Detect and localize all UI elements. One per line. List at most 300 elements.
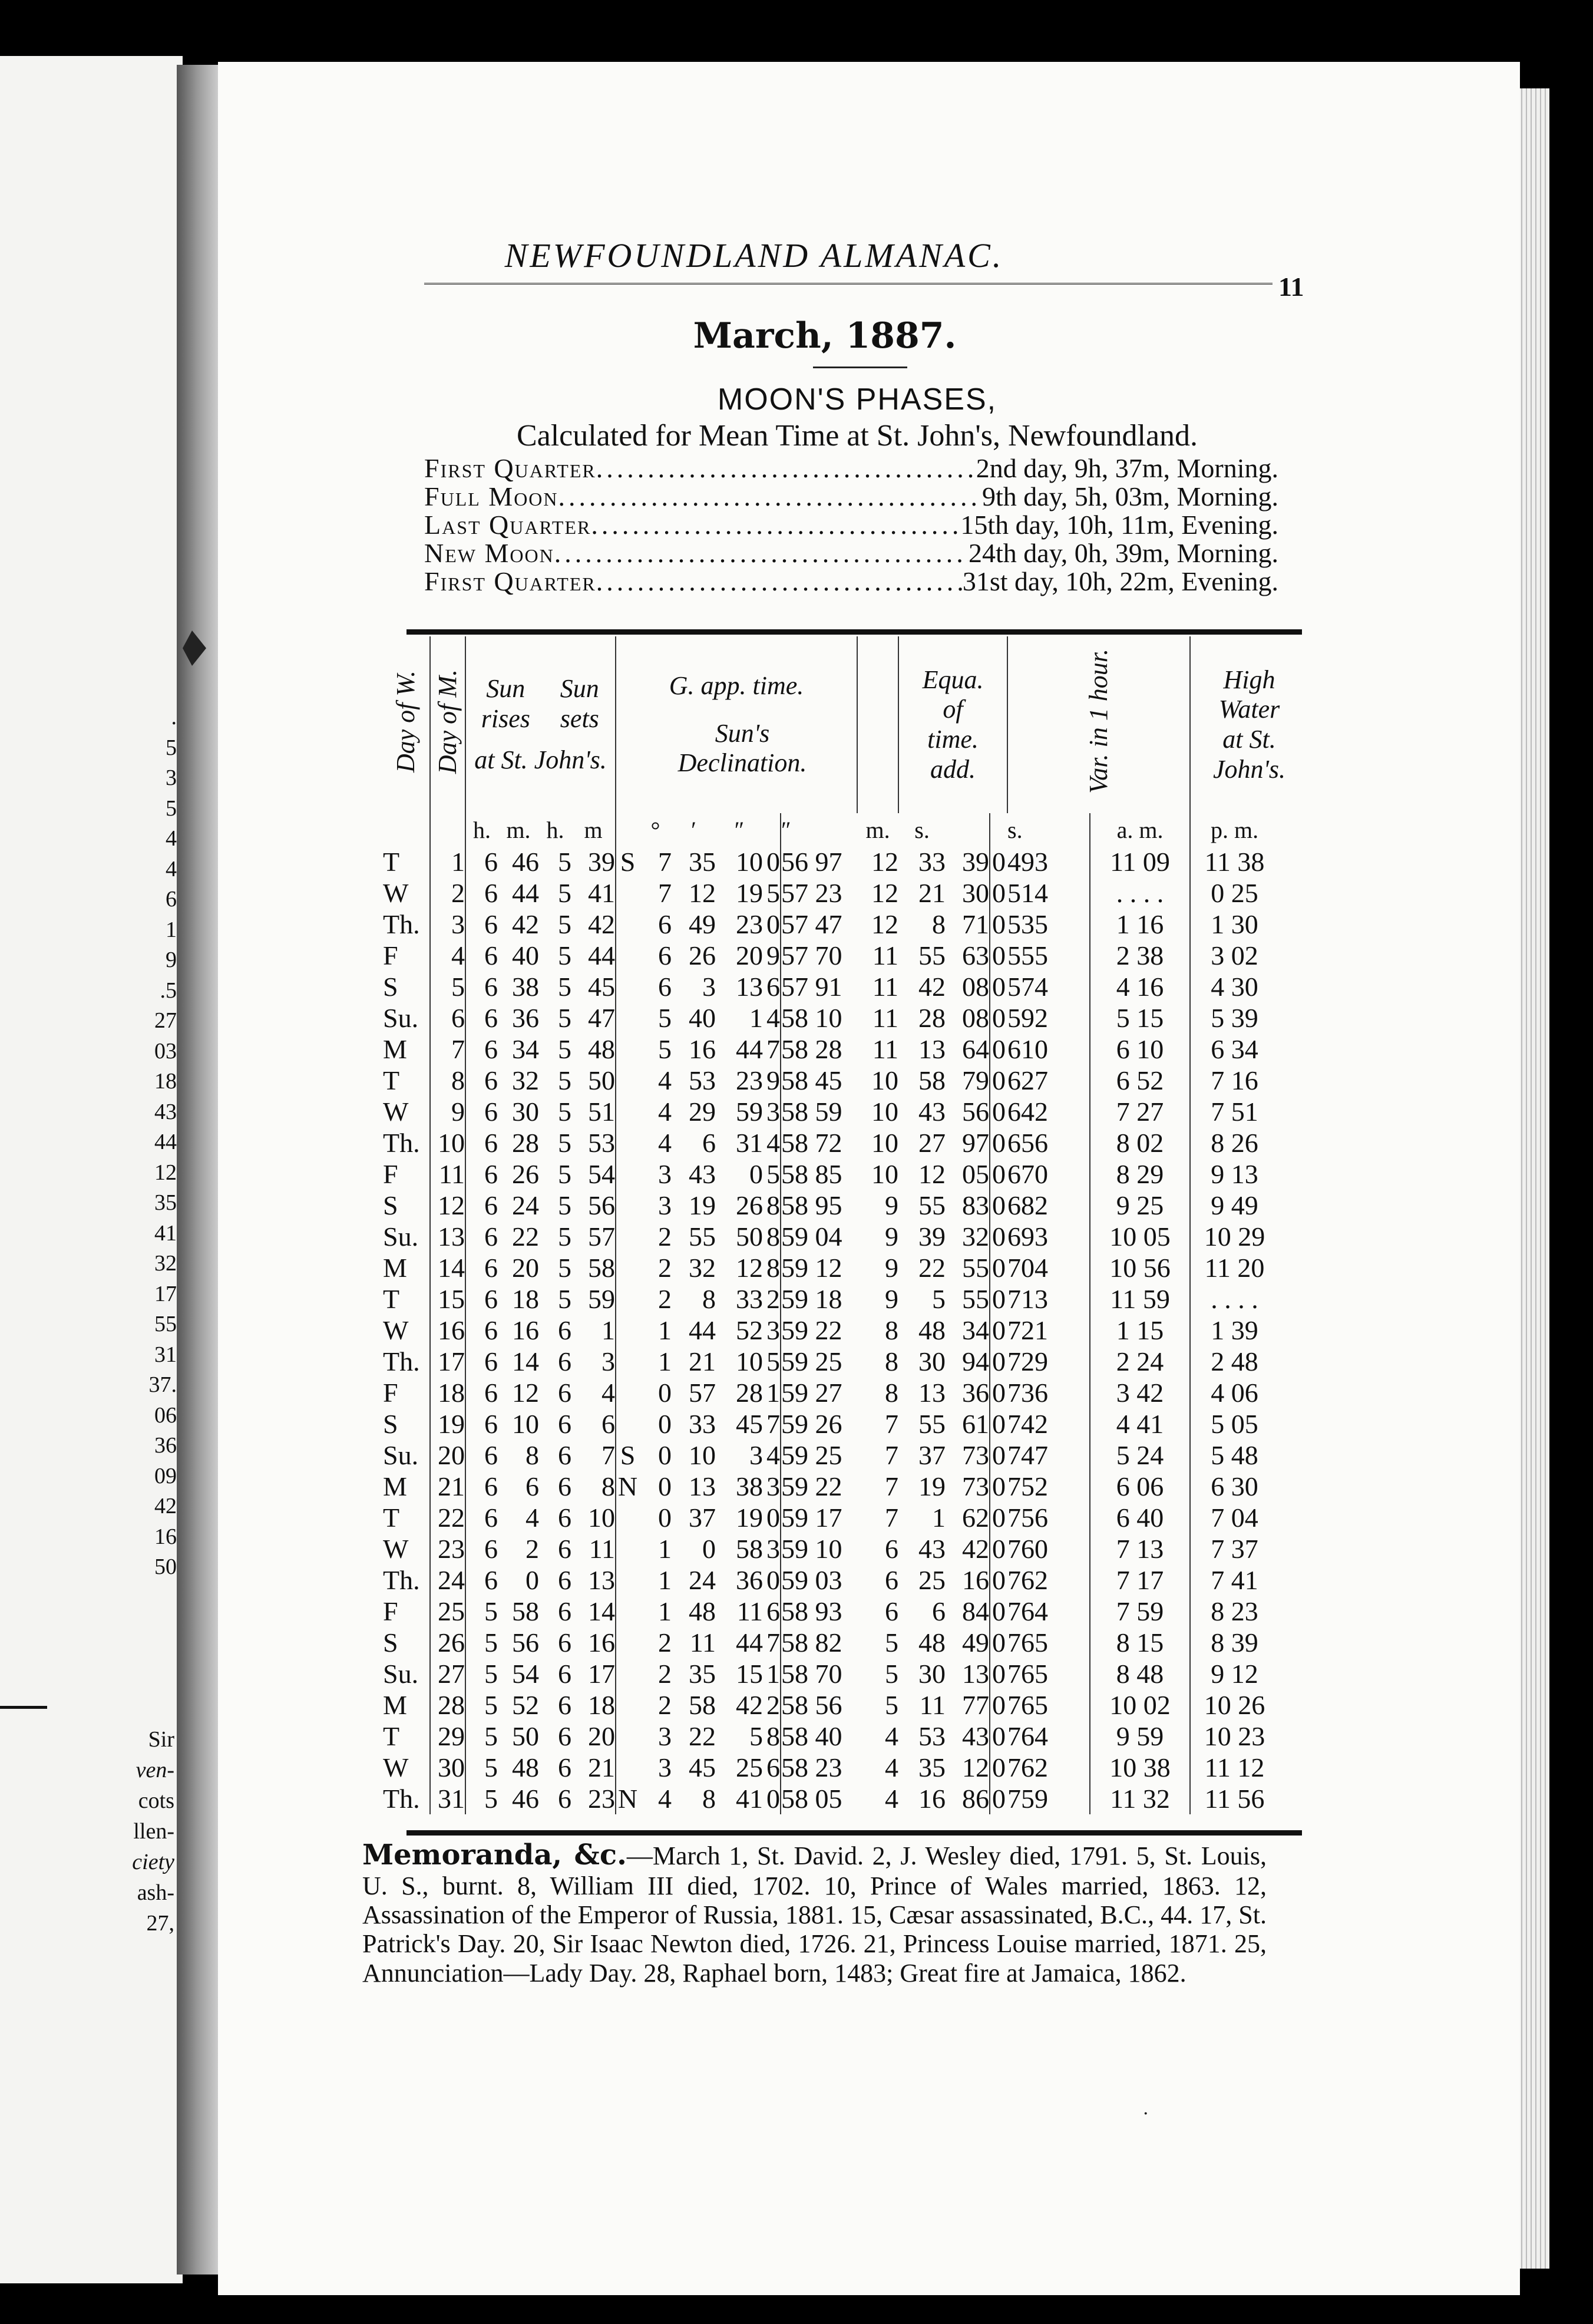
cell-rh: 5 (465, 1783, 498, 1814)
cell-ef: 08 (962, 1003, 990, 1033)
header-rule (424, 283, 1273, 285)
cell-em: 8 (885, 1315, 899, 1345)
phase-name: First Quarter (424, 566, 596, 596)
left-page-number: 18 (154, 1069, 177, 1094)
left-page-number: 12 (154, 1160, 177, 1185)
cell-v0: 0 (990, 1533, 1007, 1564)
cell-hp: 6 34 (1190, 1034, 1278, 1065)
cell-rm: 6 (526, 1471, 539, 1501)
cell-dd: 5 (658, 1003, 672, 1033)
cell-em: 9 (885, 1222, 899, 1252)
cell-dw: Th. (383, 1346, 420, 1376)
cell-sh: 6 (558, 1378, 571, 1408)
cell-v2: 765 (1007, 1690, 1049, 1720)
cell-hp: 7 51 (1190, 1096, 1278, 1127)
cell-ha: 8 02 (1090, 1127, 1190, 1158)
cell-ns (616, 1752, 639, 1783)
cell-sm: 54 (588, 1159, 615, 1189)
cell-rm: 2 (526, 1534, 539, 1564)
cell-hp: 10 29 (1190, 1221, 1278, 1252)
cell-sh: 5 (558, 1159, 571, 1189)
cell-em: 11 (872, 1034, 899, 1064)
cell-rh: 6 (465, 1283, 498, 1315)
cell-ns (616, 1252, 639, 1283)
cell-ns (616, 1034, 639, 1065)
cell-df: 4 (766, 1003, 780, 1033)
cell-hp: 4 30 (1190, 971, 1278, 1002)
cell-es: 12 (918, 1159, 946, 1189)
cell-hp: 11 20 (1190, 1252, 1278, 1283)
cell-dd: 7 (658, 847, 672, 877)
cell-sm: 53 (588, 1128, 615, 1158)
cell-hp: 1 30 (1190, 909, 1278, 940)
cell-hp: 1 39 (1190, 1315, 1278, 1346)
cell-sh: 6 (558, 1628, 571, 1658)
cell-rh: 6 (465, 1564, 498, 1596)
cell-sm: 42 (588, 909, 615, 939)
cell-df: 7 (766, 1628, 780, 1658)
almanac-table (383, 636, 1308, 1814)
table-row (383, 1721, 1308, 1752)
cell-ha: 1 15 (1090, 1315, 1190, 1346)
cell-ds: 19 (736, 878, 763, 908)
cell-sm: 21 (588, 1752, 615, 1782)
cell-var: 57 70 (781, 940, 857, 971)
cell-ha: 11 09 (1090, 846, 1190, 877)
cell-dmn: 49 (689, 909, 716, 939)
cell-dmn: 35 (689, 847, 716, 877)
left-page-number: 42 (154, 1494, 177, 1518)
cell-rh: 6 (465, 1315, 498, 1346)
cell-ef: 16 (962, 1565, 990, 1595)
cell-sh: 5 (558, 1034, 571, 1064)
cell-es: 43 (918, 1097, 946, 1127)
cell-rh: 6 (465, 1158, 498, 1190)
cell-dm: 27 (430, 1658, 465, 1689)
cell-sh: 6 (558, 1752, 571, 1782)
cell-df: 3 (766, 1315, 780, 1345)
cell-hp: 11 38 (1190, 846, 1278, 877)
cell-dm: 10 (430, 1127, 465, 1158)
cell-ha: 10 38 (1090, 1752, 1190, 1783)
cell-sh: 6 (558, 1346, 571, 1376)
cell-v2: 765 (1007, 1628, 1049, 1658)
cell-v2: 747 (1007, 1440, 1049, 1470)
memoranda (362, 1840, 1267, 1988)
cell-dm: 31 (430, 1783, 465, 1814)
cell-sh: 6 (558, 1721, 571, 1751)
cell-em: 7 (885, 1471, 899, 1501)
cell-hp: 0 25 (1190, 877, 1278, 909)
cell-var: 58 28 (781, 1034, 857, 1065)
cell-v0: 0 (990, 1721, 1007, 1752)
cell-dw: Su. (383, 1440, 419, 1470)
cell-dw: W (383, 878, 409, 908)
cell-dw: M (383, 1690, 407, 1720)
cell-v0: 0 (990, 1034, 1007, 1065)
cell-ef: 63 (962, 940, 990, 970)
cell-hp: 10 23 (1190, 1721, 1278, 1752)
cell-v0: 0 (990, 1783, 1007, 1814)
cell-v0: 0 (990, 1627, 1007, 1658)
high-water-header: High Water at St. John's. (1190, 636, 1308, 813)
cell-v2: 729 (1007, 1346, 1049, 1376)
cell-ha: . . . . (1090, 877, 1190, 909)
cell-df: 3 (766, 1471, 780, 1501)
cell-hp: 2 48 (1190, 1346, 1278, 1377)
declination-header (616, 636, 857, 813)
stray-mark: · (1143, 2104, 1149, 2124)
cell-df: 5 (766, 878, 780, 908)
cell-dmn: 48 (689, 1596, 716, 1626)
table-row (383, 846, 1308, 877)
cell-df: 2 (766, 1690, 780, 1720)
left-page-fragment-text: ciety (132, 1850, 174, 1874)
cell-ef: 62 (962, 1503, 990, 1533)
cell-rh: 6 (465, 1408, 498, 1440)
cell-v0: 0 (990, 1002, 1007, 1034)
cell-ns: S (616, 1440, 639, 1471)
cell-hp: 11 56 (1190, 1783, 1278, 1814)
cell-sm: 59 (588, 1284, 615, 1314)
cell-v2: 670 (1007, 1159, 1049, 1189)
phase-name: New Moon (424, 538, 554, 568)
cell-es: 55 (918, 940, 946, 970)
cell-ha: 7 17 (1090, 1564, 1190, 1596)
cell-var: 58 10 (781, 1002, 857, 1034)
cell-dw: M (383, 1253, 407, 1283)
cell-ha: 2 38 (1090, 940, 1190, 971)
cell-v2: 514 (1007, 878, 1049, 908)
cell-dw: Su. (383, 1222, 419, 1252)
table-row (383, 1377, 1308, 1408)
cell-dd: 0 (658, 1440, 672, 1470)
left-page-number: 4 (166, 826, 177, 851)
table-top-rule (406, 629, 1302, 635)
cell-sh: 6 (558, 1659, 571, 1689)
cell-dw: Th. (383, 1128, 420, 1158)
cell-es: 1 (932, 1503, 946, 1533)
title-rule (813, 367, 907, 368)
cell-rm: 56 (512, 1628, 539, 1658)
cell-rh: 6 (465, 846, 498, 877)
cell-dd: 2 (658, 1659, 672, 1689)
cell-rm: 40 (512, 940, 539, 970)
cell-ha: 5 24 (1090, 1440, 1190, 1471)
cell-df: 5 (766, 1159, 780, 1189)
cell-v0: 0 (990, 1440, 1007, 1471)
cell-v0: 0 (990, 1564, 1007, 1596)
cell-sm: 3 (601, 1346, 615, 1376)
day-of-week-header: Day of W. (391, 670, 421, 773)
cell-v0: 0 (990, 1471, 1007, 1502)
cell-dw: T (383, 1284, 400, 1314)
cell-sh: 6 (558, 1596, 571, 1626)
cell-dm: 14 (430, 1252, 465, 1283)
cell-dmn: 43 (689, 1159, 716, 1189)
table-row (383, 1252, 1308, 1283)
cell-dd: 0 (658, 1378, 672, 1408)
cell-dw: M (383, 1471, 407, 1501)
cell-sh: 5 (558, 1284, 571, 1314)
cell-ef: 73 (962, 1471, 990, 1501)
cell-ns (616, 1002, 639, 1034)
cell-rm: 36 (512, 1003, 539, 1033)
cell-dmn: 8 (702, 1284, 716, 1314)
cell-es: 48 (918, 1315, 946, 1345)
cell-dw: F (383, 1596, 398, 1626)
phase-name: First Quarter (424, 453, 596, 483)
left-page-fragment-text: cots (138, 1788, 174, 1813)
cell-dmn: 55 (689, 1222, 716, 1252)
cell-rh: 5 (465, 1627, 498, 1658)
day-of-month-header: Day of M. (430, 636, 465, 813)
cell-em: 6 (885, 1534, 899, 1564)
cell-em: 6 (885, 1596, 899, 1626)
cell-v2: 704 (1007, 1253, 1049, 1283)
cell-ds: 5 (749, 1721, 763, 1751)
at-st-johns-label: at St. John's. (474, 745, 607, 775)
cell-ds: 41 (736, 1784, 763, 1814)
left-page-number: 43 (154, 1099, 177, 1124)
cell-v0: 0 (990, 1502, 1007, 1533)
cell-v2: 721 (1007, 1315, 1049, 1345)
unit-h: h. (465, 813, 498, 846)
cell-rh: 6 (465, 1221, 498, 1252)
cell-dd: 5 (658, 1034, 672, 1064)
cell-dw: T (383, 1721, 400, 1751)
unit-m: m (584, 816, 603, 843)
cell-ha: 11 32 (1090, 1783, 1190, 1814)
cell-dd: 3 (658, 1190, 672, 1220)
cell-dmn: 32 (689, 1253, 716, 1283)
cell-sm: 51 (588, 1097, 615, 1127)
cell-dw: W (383, 1752, 409, 1782)
cell-v0: 0 (990, 1658, 1007, 1689)
cell-dmn: 10 (689, 1440, 716, 1470)
cell-var: 57 23 (781, 877, 857, 909)
cell-dw: T (383, 847, 400, 877)
cell-rm: 4 (526, 1503, 539, 1533)
cell-var: 59 18 (781, 1283, 857, 1315)
cell-ef: 71 (962, 909, 990, 939)
cell-ns (616, 1408, 639, 1440)
cell-em: 12 (871, 847, 899, 877)
table-row (383, 1002, 1308, 1034)
cell-dd: 0 (658, 1471, 672, 1501)
table-row (383, 1440, 1308, 1471)
cell-var: 58 40 (781, 1721, 857, 1752)
left-page-fragment-text: Sir (148, 1727, 174, 1752)
cell-var: 58 85 (781, 1158, 857, 1190)
cell-dm: 11 (430, 1158, 465, 1190)
left-page-number: 35 (154, 1190, 177, 1215)
cell-rm: 54 (512, 1659, 539, 1689)
cell-ef: 32 (962, 1222, 990, 1252)
cell-ds: 38 (736, 1471, 763, 1501)
cell-v0: 0 (990, 1190, 1007, 1221)
memoranda-lead: Memoranda, &c. (362, 1838, 627, 1871)
left-page-number: 4 (166, 856, 177, 882)
cell-ef: 13 (962, 1659, 990, 1689)
cell-hp: 7 04 (1190, 1502, 1278, 1533)
left-page-number: 09 (154, 1463, 177, 1488)
cell-var: 58 82 (781, 1627, 857, 1658)
unit-am: a. m. (1090, 813, 1190, 846)
cell-ns (616, 940, 639, 971)
left-page-number: 41 (154, 1220, 177, 1246)
cell-rh: 6 (465, 1002, 498, 1034)
unit-eq-s: s. (914, 816, 930, 843)
cell-sh: 5 (558, 1128, 571, 1158)
cell-dmn: 8 (702, 1784, 716, 1814)
phase-row (424, 566, 1278, 597)
cell-es: 21 (918, 878, 946, 908)
cell-es: 42 (918, 972, 946, 1002)
cell-dm: 7 (430, 1034, 465, 1065)
cell-dw: S (383, 1409, 398, 1439)
cell-ef: 34 (962, 1315, 990, 1345)
cell-hp: 11 12 (1190, 1752, 1278, 1783)
table-row (383, 909, 1308, 940)
cell-ha: 9 25 (1090, 1190, 1190, 1221)
cell-es: 33 (918, 847, 946, 877)
cell-ef: 36 (962, 1378, 990, 1408)
cell-sh: 5 (558, 847, 571, 877)
cell-ds: 10 (736, 847, 763, 877)
cell-em: 9 (885, 1190, 899, 1220)
cell-rh: 6 (465, 909, 498, 940)
cell-ns (616, 1377, 639, 1408)
cell-dd: 4 (658, 1097, 672, 1127)
table-row (383, 1065, 1308, 1096)
cell-ns (616, 1689, 639, 1721)
cell-df: 3 (766, 1097, 780, 1127)
cell-ha: 11 59 (1090, 1283, 1190, 1315)
cell-var: 59 27 (781, 1377, 857, 1408)
cell-hp: 5 39 (1190, 1002, 1278, 1034)
cell-rh: 6 (465, 877, 498, 909)
cell-dmn: 22 (689, 1721, 716, 1751)
cell-sh: 6 (558, 1784, 571, 1814)
cell-rm: 42 (512, 909, 539, 939)
cell-var: 59 26 (781, 1408, 857, 1440)
cell-df: 6 (766, 972, 780, 1002)
cell-dmn: 13 (689, 1471, 716, 1501)
cell-v0: 0 (990, 877, 1007, 909)
moon-phases-title: MOON'S PHASES, (717, 382, 997, 417)
cell-es: 16 (918, 1784, 946, 1814)
cell-v2: 656 (1007, 1128, 1049, 1158)
cell-es: 48 (918, 1628, 946, 1658)
cell-var: 58 45 (781, 1065, 857, 1096)
cell-dmn: 21 (689, 1346, 716, 1376)
cell-dm: 8 (430, 1065, 465, 1096)
cell-dd: 0 (658, 1503, 672, 1533)
cell-sm: 45 (588, 972, 615, 1002)
cell-es: 5 (932, 1284, 946, 1314)
cell-rh: 6 (465, 1533, 498, 1564)
cell-ef: 77 (962, 1690, 990, 1720)
cell-ha: 6 10 (1090, 1034, 1190, 1065)
cell-dm: 26 (430, 1627, 465, 1658)
cell-dmn: 53 (689, 1065, 716, 1095)
cell-dd: 3 (658, 1721, 672, 1751)
table-row (383, 1533, 1308, 1564)
cell-v0: 0 (990, 1158, 1007, 1190)
cell-v2: 736 (1007, 1378, 1049, 1408)
left-page-number: 03 (154, 1038, 177, 1064)
g-app-time-label: G. app. time. (669, 671, 804, 701)
cell-ef: 83 (962, 1190, 990, 1220)
table-bottom-rule (406, 1830, 1302, 1836)
cell-dd: 4 (658, 1065, 672, 1095)
cell-df: 8 (766, 1190, 780, 1220)
cell-dd: 1 (658, 1534, 672, 1564)
cell-rh: 6 (465, 1502, 498, 1533)
cell-sm: 18 (588, 1690, 615, 1720)
cell-dmn: 16 (689, 1034, 716, 1064)
cell-ds: 28 (736, 1378, 763, 1408)
cell-dm: 24 (430, 1564, 465, 1596)
cell-dw: F (383, 1159, 398, 1189)
cell-df: 4 (766, 1128, 780, 1158)
table-row (383, 1283, 1308, 1315)
table-row (383, 1315, 1308, 1346)
cell-dd: 2 (658, 1690, 672, 1720)
cell-dmn: 0 (702, 1534, 716, 1564)
cell-v0: 0 (990, 909, 1007, 940)
cell-es: 13 (918, 1378, 946, 1408)
sun-rise-set-header (465, 636, 616, 813)
cell-v2: 682 (1007, 1190, 1049, 1220)
cell-hp: 8 26 (1190, 1127, 1278, 1158)
unit-h: h. (546, 816, 564, 843)
phase-value: 31st day, 10h, 22m, Evening. (962, 566, 1278, 596)
cell-df: 0 (766, 1565, 780, 1595)
cell-sm: 8 (601, 1471, 615, 1501)
cell-ha: 4 16 (1090, 971, 1190, 1002)
cell-hp: 8 39 (1190, 1627, 1278, 1658)
cell-df: 7 (766, 1409, 780, 1439)
table-row (383, 971, 1308, 1002)
cell-ha: 8 48 (1090, 1658, 1190, 1689)
cell-v2: 742 (1007, 1409, 1049, 1439)
cell-df: 1 (766, 1659, 780, 1689)
left-page-number: 1 (166, 917, 177, 942)
cell-ef: 30 (962, 878, 990, 908)
cell-v2: 592 (1007, 1003, 1049, 1033)
table-row (383, 1034, 1308, 1065)
cell-rh: 6 (465, 1471, 498, 1502)
cell-var: 58 93 (781, 1596, 857, 1627)
cell-ns (616, 1564, 639, 1596)
cell-df: 5 (766, 1346, 780, 1376)
cell-v0: 0 (990, 1283, 1007, 1315)
cell-rm: 28 (512, 1128, 539, 1158)
cell-es: 25 (918, 1565, 946, 1595)
cell-em: 6 (885, 1565, 899, 1595)
cell-ha: 3 42 (1090, 1377, 1190, 1408)
cell-em: 8 (885, 1346, 899, 1376)
cell-sm: 20 (588, 1721, 615, 1751)
cell-rm: 12 (512, 1378, 539, 1408)
cell-sh: 6 (558, 1471, 571, 1501)
cell-es: 55 (918, 1409, 946, 1439)
cell-dw: F (383, 1378, 398, 1408)
table-row (383, 1127, 1308, 1158)
cell-var: 58 23 (781, 1752, 857, 1783)
